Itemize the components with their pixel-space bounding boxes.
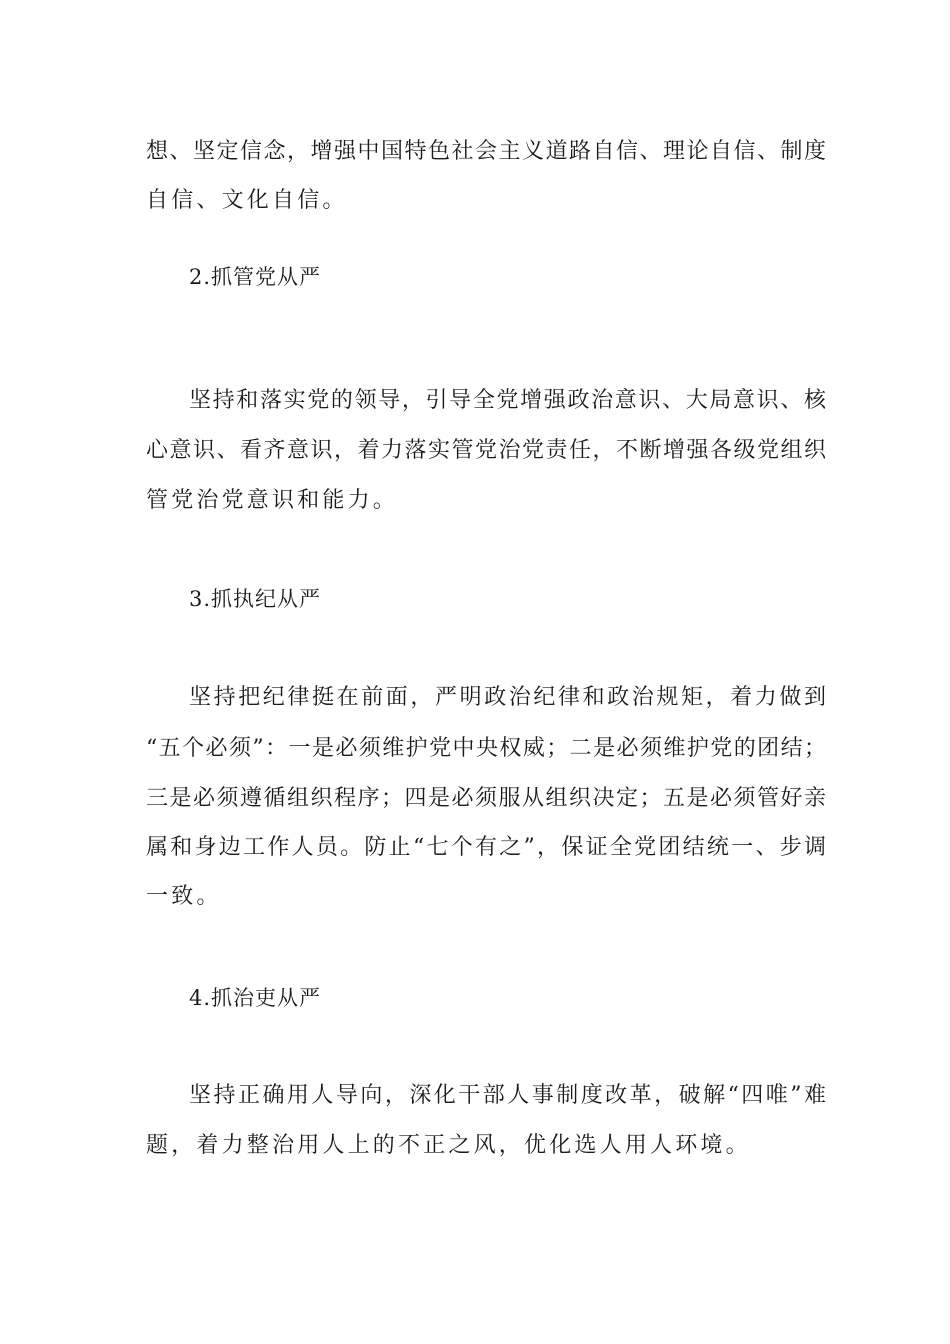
paragraph-line: 属和身边工作人员。防止“七个有之”，保证全党团结统一、步调 — [146, 835, 826, 860]
paragraph-line: 心意识、看齐意识，着力落实管党治党责任，不断增强各级党组织 — [146, 438, 826, 463]
paragraph-line: 一致。 — [146, 884, 222, 909]
paragraph-line: 想、坚定信念，增强中国特色社会主义道路自信、理论自信、制度 — [146, 139, 826, 164]
paragraph-line: “五个必须”：一是必须维护党中央权威；二是必须维护党的团结； — [146, 736, 826, 761]
paragraph-line: 自信、文化自信。 — [146, 188, 348, 213]
paragraph-line: 题，着力整治用人上的不正之风，优化选人用人环境。 — [146, 1133, 751, 1158]
section-heading: 2.抓管党从严 — [189, 265, 322, 289]
paragraph-line: 三是必须遵循组织程序；四是必须服从组织决定；五是必须管好亲 — [146, 786, 826, 811]
paragraph-line: 管党治党意识和能力。 — [146, 488, 399, 513]
paragraph-line: 坚持正确用人导向，深化干部人事制度改革，破解“四唯”难 — [189, 1083, 826, 1108]
paragraph-line: 坚持把纪律挺在前面，严明政治纪律和政治规矩，着力做到 — [189, 685, 826, 710]
section-heading: 3.抓执纪从严 — [189, 587, 322, 611]
section-heading: 4.抓治吏从严 — [189, 986, 322, 1010]
paragraph-line: 坚持和落实党的领导，引导全党增强政治意识、大局意识、核 — [189, 388, 826, 413]
